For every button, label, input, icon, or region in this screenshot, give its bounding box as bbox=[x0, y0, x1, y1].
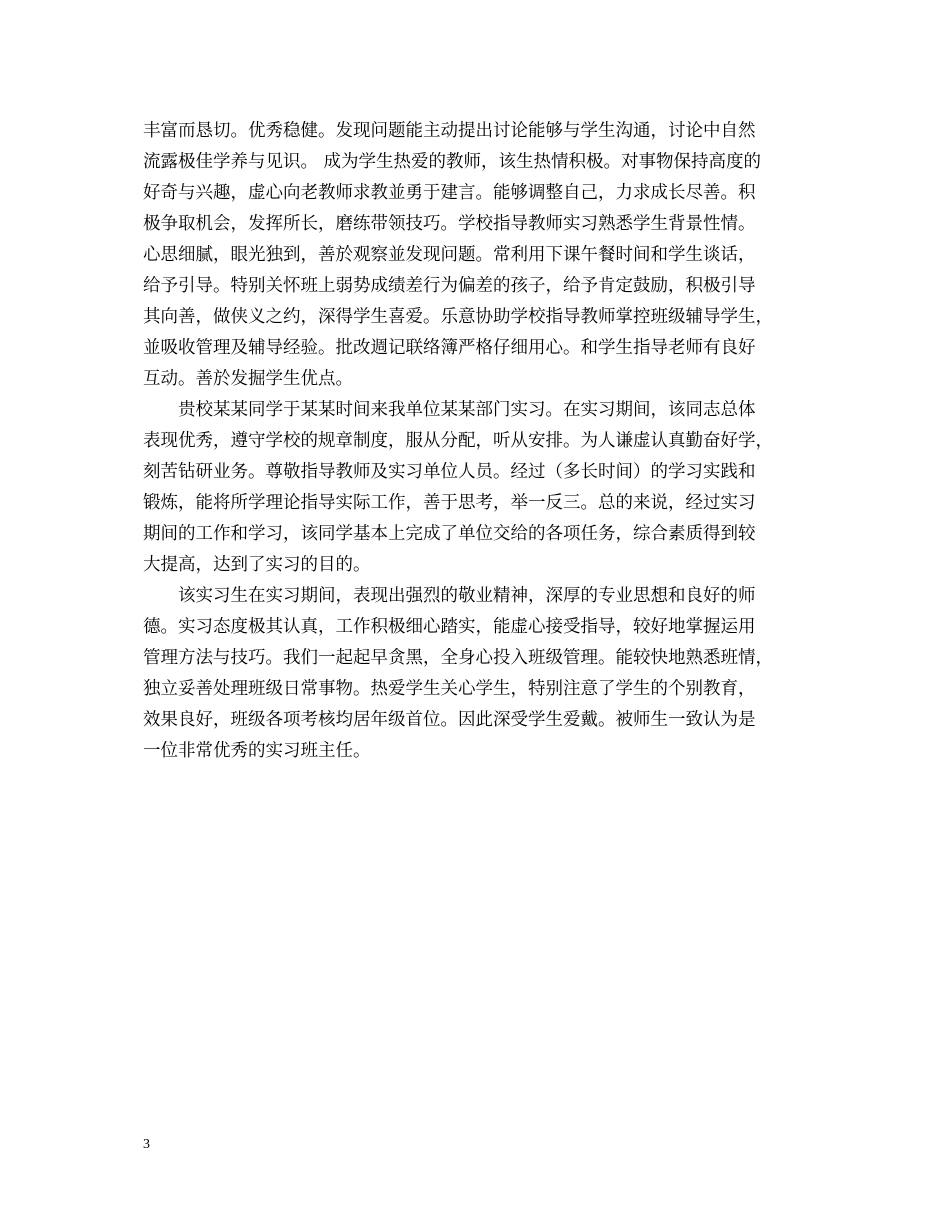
text-line: 效果良好，班级各项考核均居年级首位。因此深受学生爱戴。被师生一致认为是 bbox=[143, 710, 756, 730]
text-line: 心思细腻，眼光独到，善於观察並发现问题。常利用下课午餐时间和学生谈话， bbox=[143, 245, 756, 265]
text-line: 互动。善於发掘学生优点。 bbox=[143, 369, 353, 389]
text-line: 好奇与兴趣，虚心向老教师求教並勇于建言。能够调整自己，力求成长尽善。积 bbox=[143, 183, 756, 203]
text-line: 极争取机会，发挥所长，磨练带领技巧。学校指导教师实习熟悉学生背景性情。 bbox=[143, 214, 756, 234]
text-line: 该实习生在实习期间，表现出强烈的敬业精神，深厚的专业思想和良好的师 bbox=[143, 586, 756, 606]
text-line: 刻苦钻研业务。尊敬指导教师及实习单位人员。经过（多长时间）的学习实践和 bbox=[143, 462, 756, 482]
text-line: 独立妥善处理班级日常事物。热爱学生关心学生，特别注意了学生的个别教育， bbox=[143, 679, 756, 699]
text-line: 给予引导。特别关怀班上弱势成绩差行为偏差的孩子，给予肯定鼓励，积极引导 bbox=[143, 276, 756, 296]
text-line: 其向善，做侠义之约，深得学生喜爱。乐意协助学校指导教师掌控班级辅导学生， bbox=[143, 307, 773, 327]
text-line: 並吸收管理及辅导经验。批改週记联络簿严格仔细用心。和学生指导老师有良好 bbox=[143, 338, 756, 358]
body-text bbox=[143, 116, 813, 767]
page-number: 3 bbox=[143, 1137, 150, 1152]
text-line: 丰富而恳切。优秀稳健。发现问题能主动提出讨论能够与学生沟通，讨论中自然 bbox=[143, 121, 756, 141]
text-line: 德。实习态度极其认真，工作积极细心踏实，能虚心接受指导，较好地掌握运用 bbox=[143, 617, 756, 637]
text-line: 一位非常优秀的实习班主任。 bbox=[143, 741, 371, 761]
text-line: 期间的工作和学习，该同学基本上完成了单位交给的各项任务，综合素质得到较 bbox=[143, 524, 756, 544]
text-line: 大提高，达到了实习的目的。 bbox=[143, 555, 371, 575]
text-line: 锻炼，能将所学理论指导实际工作，善于思考，举一反三。总的来说，经过实习 bbox=[143, 493, 756, 513]
text-line: 贵校某某同学于某某时间来我单位某某部门实习。在实习期间，该同志总体 bbox=[143, 400, 756, 420]
text-line: 管理方法与技巧。我们一起起早贪黑，全身心投入班级管理。能较快地熟悉班情， bbox=[143, 648, 773, 668]
text-line: 表现优秀，遵守学校的规章制度，服从分配，听从安排。为人谦虚认真勤奋好学， bbox=[143, 431, 773, 451]
text-line: 流露极佳学养与见识。 成为学生热爱的教师，该生热情积极。对事物保持高度的 bbox=[143, 152, 762, 172]
